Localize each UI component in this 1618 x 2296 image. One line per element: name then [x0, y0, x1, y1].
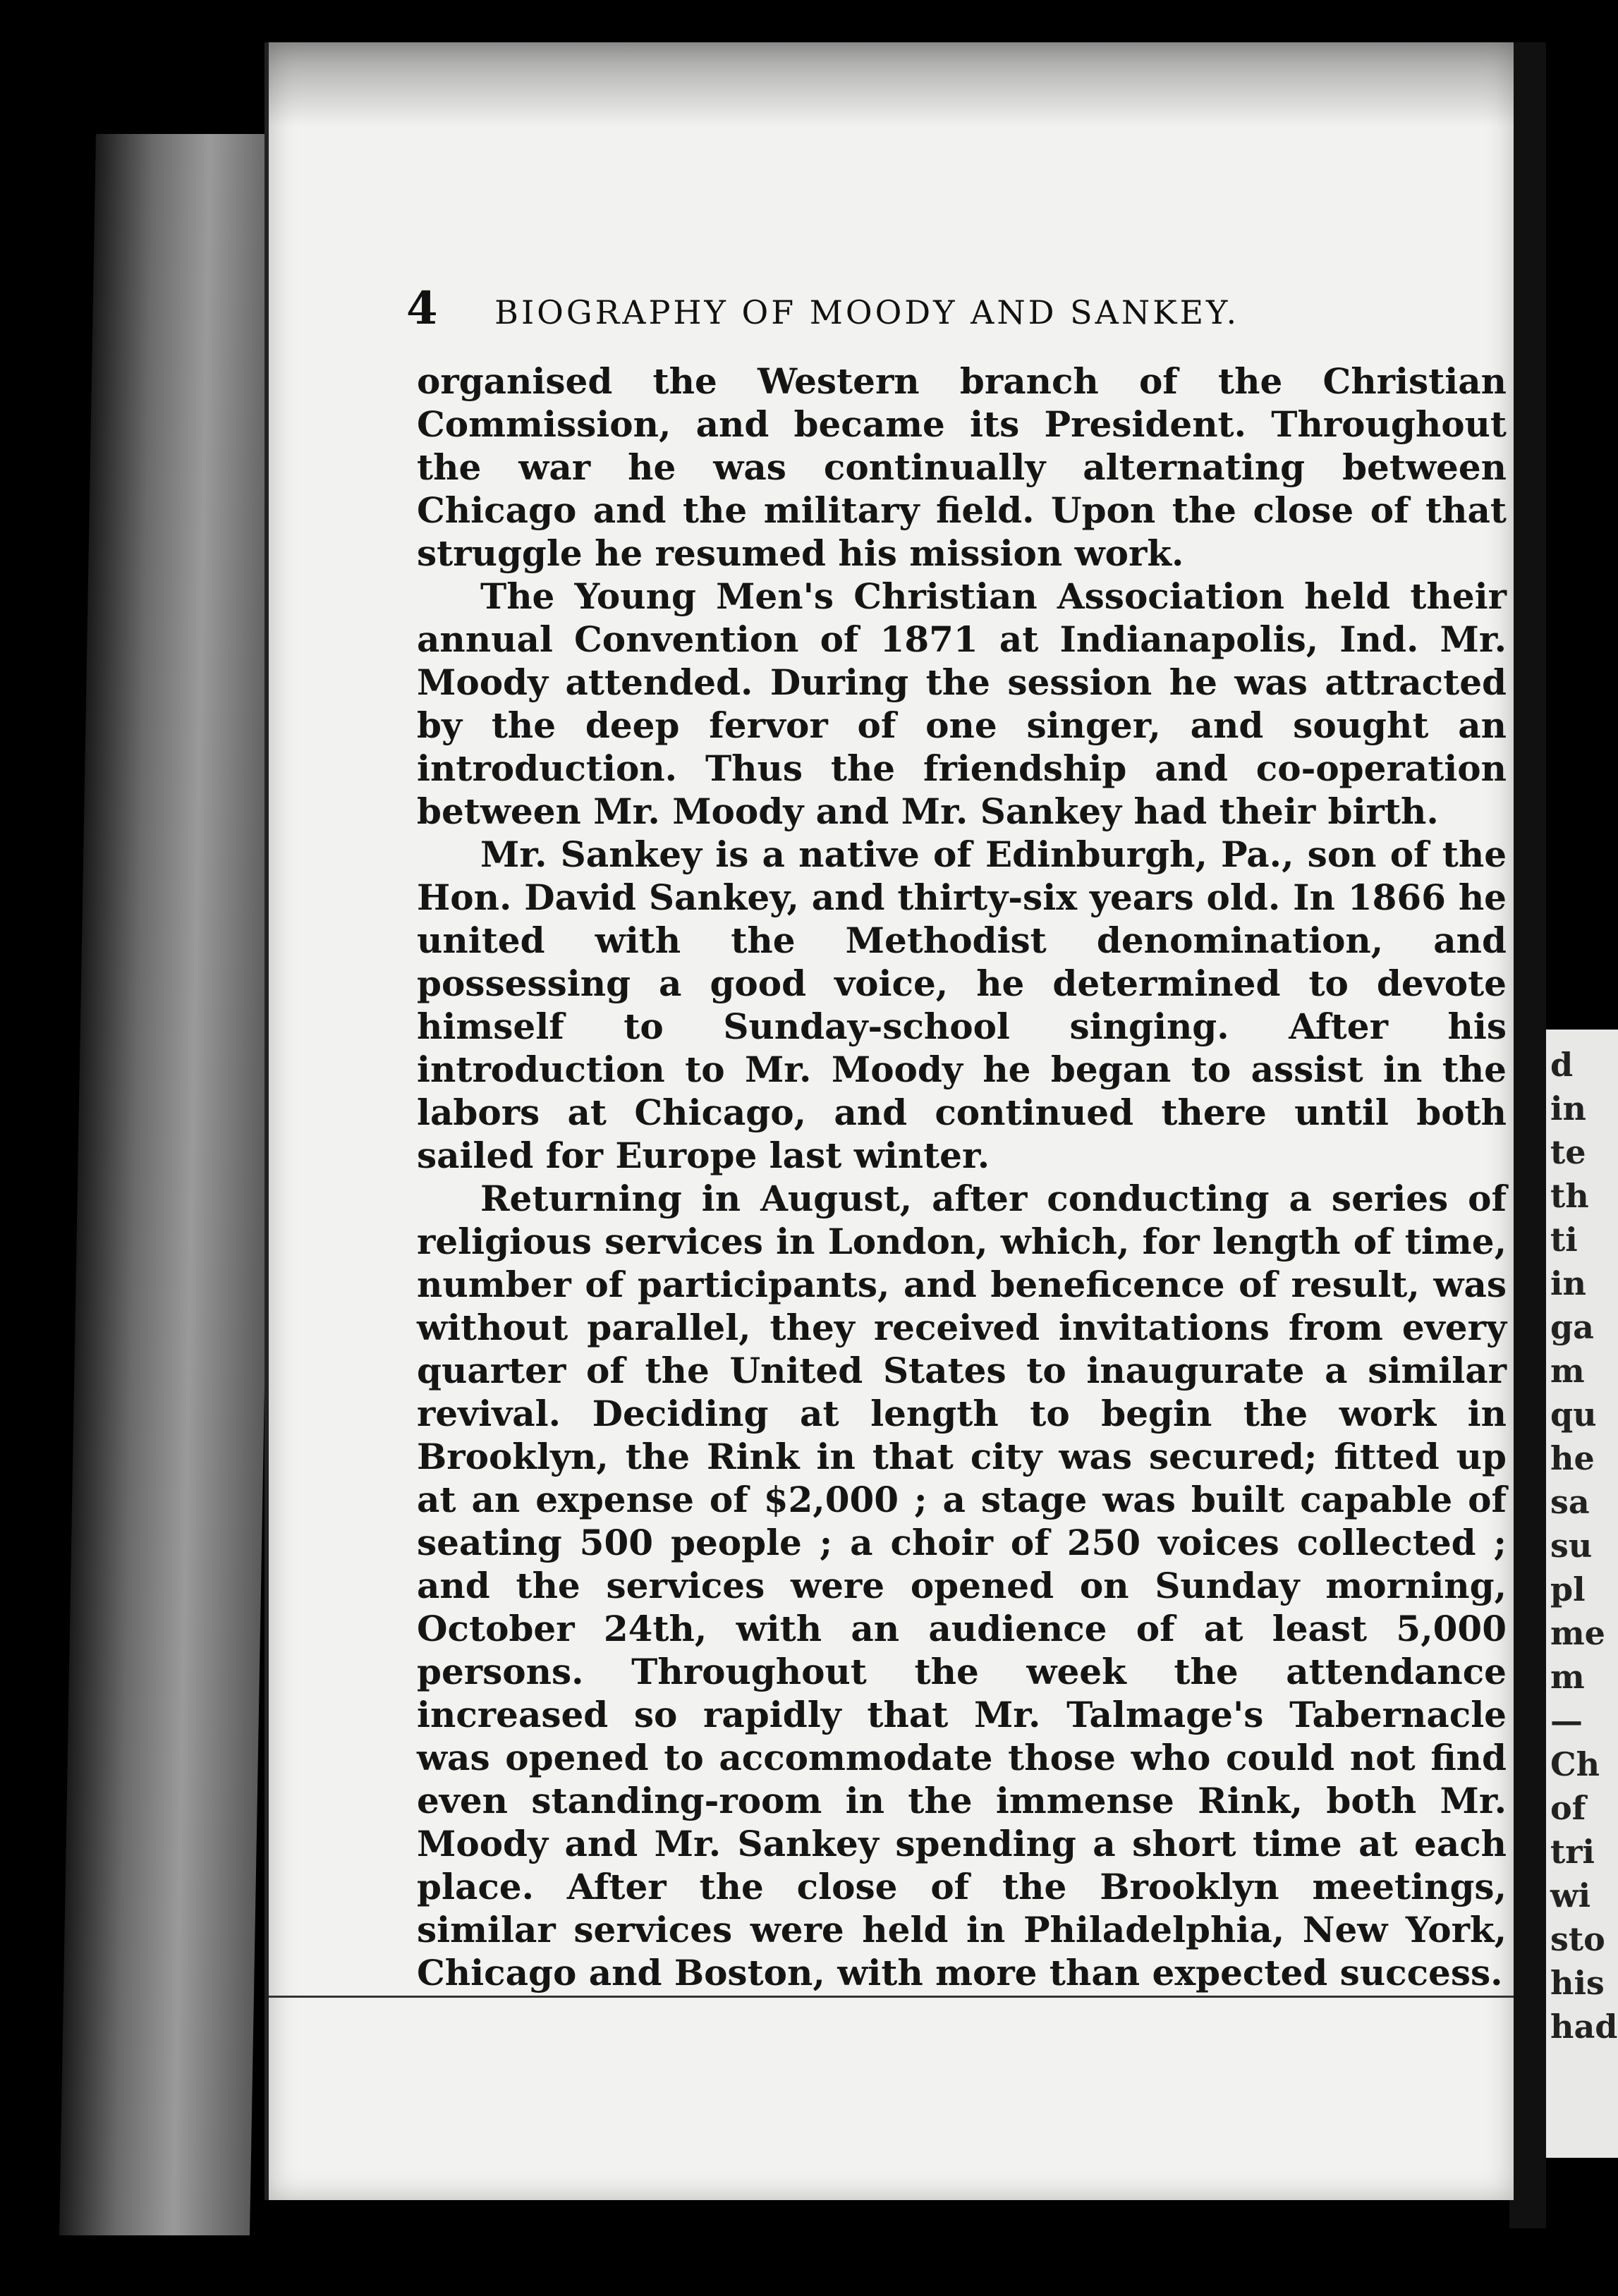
- adjacent-page-line: su: [1550, 1527, 1593, 1565]
- adjacent-page-line: pl: [1550, 1570, 1586, 1608]
- adjacent-page-line: in: [1550, 1089, 1586, 1128]
- adjacent-page-line: ga: [1550, 1308, 1594, 1346]
- adjacent-page-line: d: [1550, 1046, 1574, 1084]
- adjacent-page-line: me: [1550, 1614, 1605, 1652]
- paragraph: organised the Western branch of the Christian Commission, and became its President. Throughout the war he was continually alternating between Chicago and the military field. Upon the close of that struggle he resumed his mission work.: [417, 360, 1507, 574]
- adjacent-page-line: of: [1550, 1789, 1586, 1827]
- adjacent-page-fragment: [1546, 1030, 1618, 2158]
- adjacent-page-line: had: [1550, 2008, 1618, 2046]
- adjacent-page-line: he: [1550, 1439, 1595, 1477]
- adjacent-page-line: his: [1550, 1964, 1605, 2002]
- running-head: [406, 282, 1507, 335]
- paragraph: Mr. Sankey is a native of Edinburgh, Pa., son of the Hon. David Sankey, and thirty-six years old. In 1866 he united with the Methodist denomination, and possessing a good voice, he determined to devote himself to Sunday-school singing. After his introduction to Mr. Moody he began to assist in the labors at Chicago, and continued there until both sailed for Europe last winter.: [417, 833, 1507, 1176]
- paragraph: The Young Men's Christian Association held their annual Convention of 1871 at Indianapolis, Ind. Mr. Moody attended. During the session he was attracted by the deep fervor of one singer, and sought an introduction. Thus the friendship and co-operation between Mr. Moody and Mr. Sankey had their birth.: [417, 575, 1507, 832]
- adjacent-page-line: sa: [1550, 1483, 1590, 1521]
- bottom-rule: [269, 1996, 1514, 1998]
- page-gutter: [1509, 42, 1546, 2228]
- adjacent-page-line: Ch: [1550, 1745, 1600, 1783]
- body-text: [417, 360, 1507, 1994]
- page-binding-shadow: [59, 134, 286, 2235]
- paragraph: Returning in August, after conducting a series of religious services in London, which, for length of time, number of participants, and beneficence of result, was without parallel, they received invitations from every quarter of the United States to inaugurate a similar revival. Deciding at length to begin the work in Brooklyn, the Rink in that city was secured; fitted up at an expense of $2,000 ; a stage was built capable of seating 500 people ; a choir of 250 voices collected ; and the services were opened on Sunday morning, October 24th, with an audience of at least 5,000 persons. Throughout the week the attendance increased so rapidly that Mr. Talmage's Tabernacle was opened to accommodate those who could not find even standing-room in the immense Rink, both Mr. Moody and Mr. Sankey spending a short time at each place. After the close of the Brooklyn meetings, similar services were held in Philadelphia, New York, Chicago and Boston, with more than expected success.: [417, 1178, 1507, 1993]
- adjacent-page-line: sto: [1550, 1920, 1605, 1958]
- adjacent-page-line: te: [1550, 1133, 1586, 1171]
- adjacent-page-line: qu: [1550, 1396, 1597, 1434]
- adjacent-page-line: tri: [1550, 1833, 1595, 1871]
- page-number: 4: [406, 282, 441, 335]
- adjacent-page-line: wi: [1550, 1876, 1591, 1915]
- running-title: BIOGRAPHY OF MOODY AND SANKEY.: [494, 293, 1240, 331]
- adjacent-page-line: in: [1550, 1264, 1586, 1302]
- adjacent-page-line: ti: [1550, 1221, 1578, 1259]
- adjacent-page-line: m: [1550, 1658, 1585, 1696]
- adjacent-page-line: m: [1550, 1352, 1585, 1390]
- adjacent-page-line: th: [1550, 1177, 1589, 1215]
- book-page: [264, 42, 1514, 2200]
- adjacent-page-line: —: [1550, 1702, 1583, 1740]
